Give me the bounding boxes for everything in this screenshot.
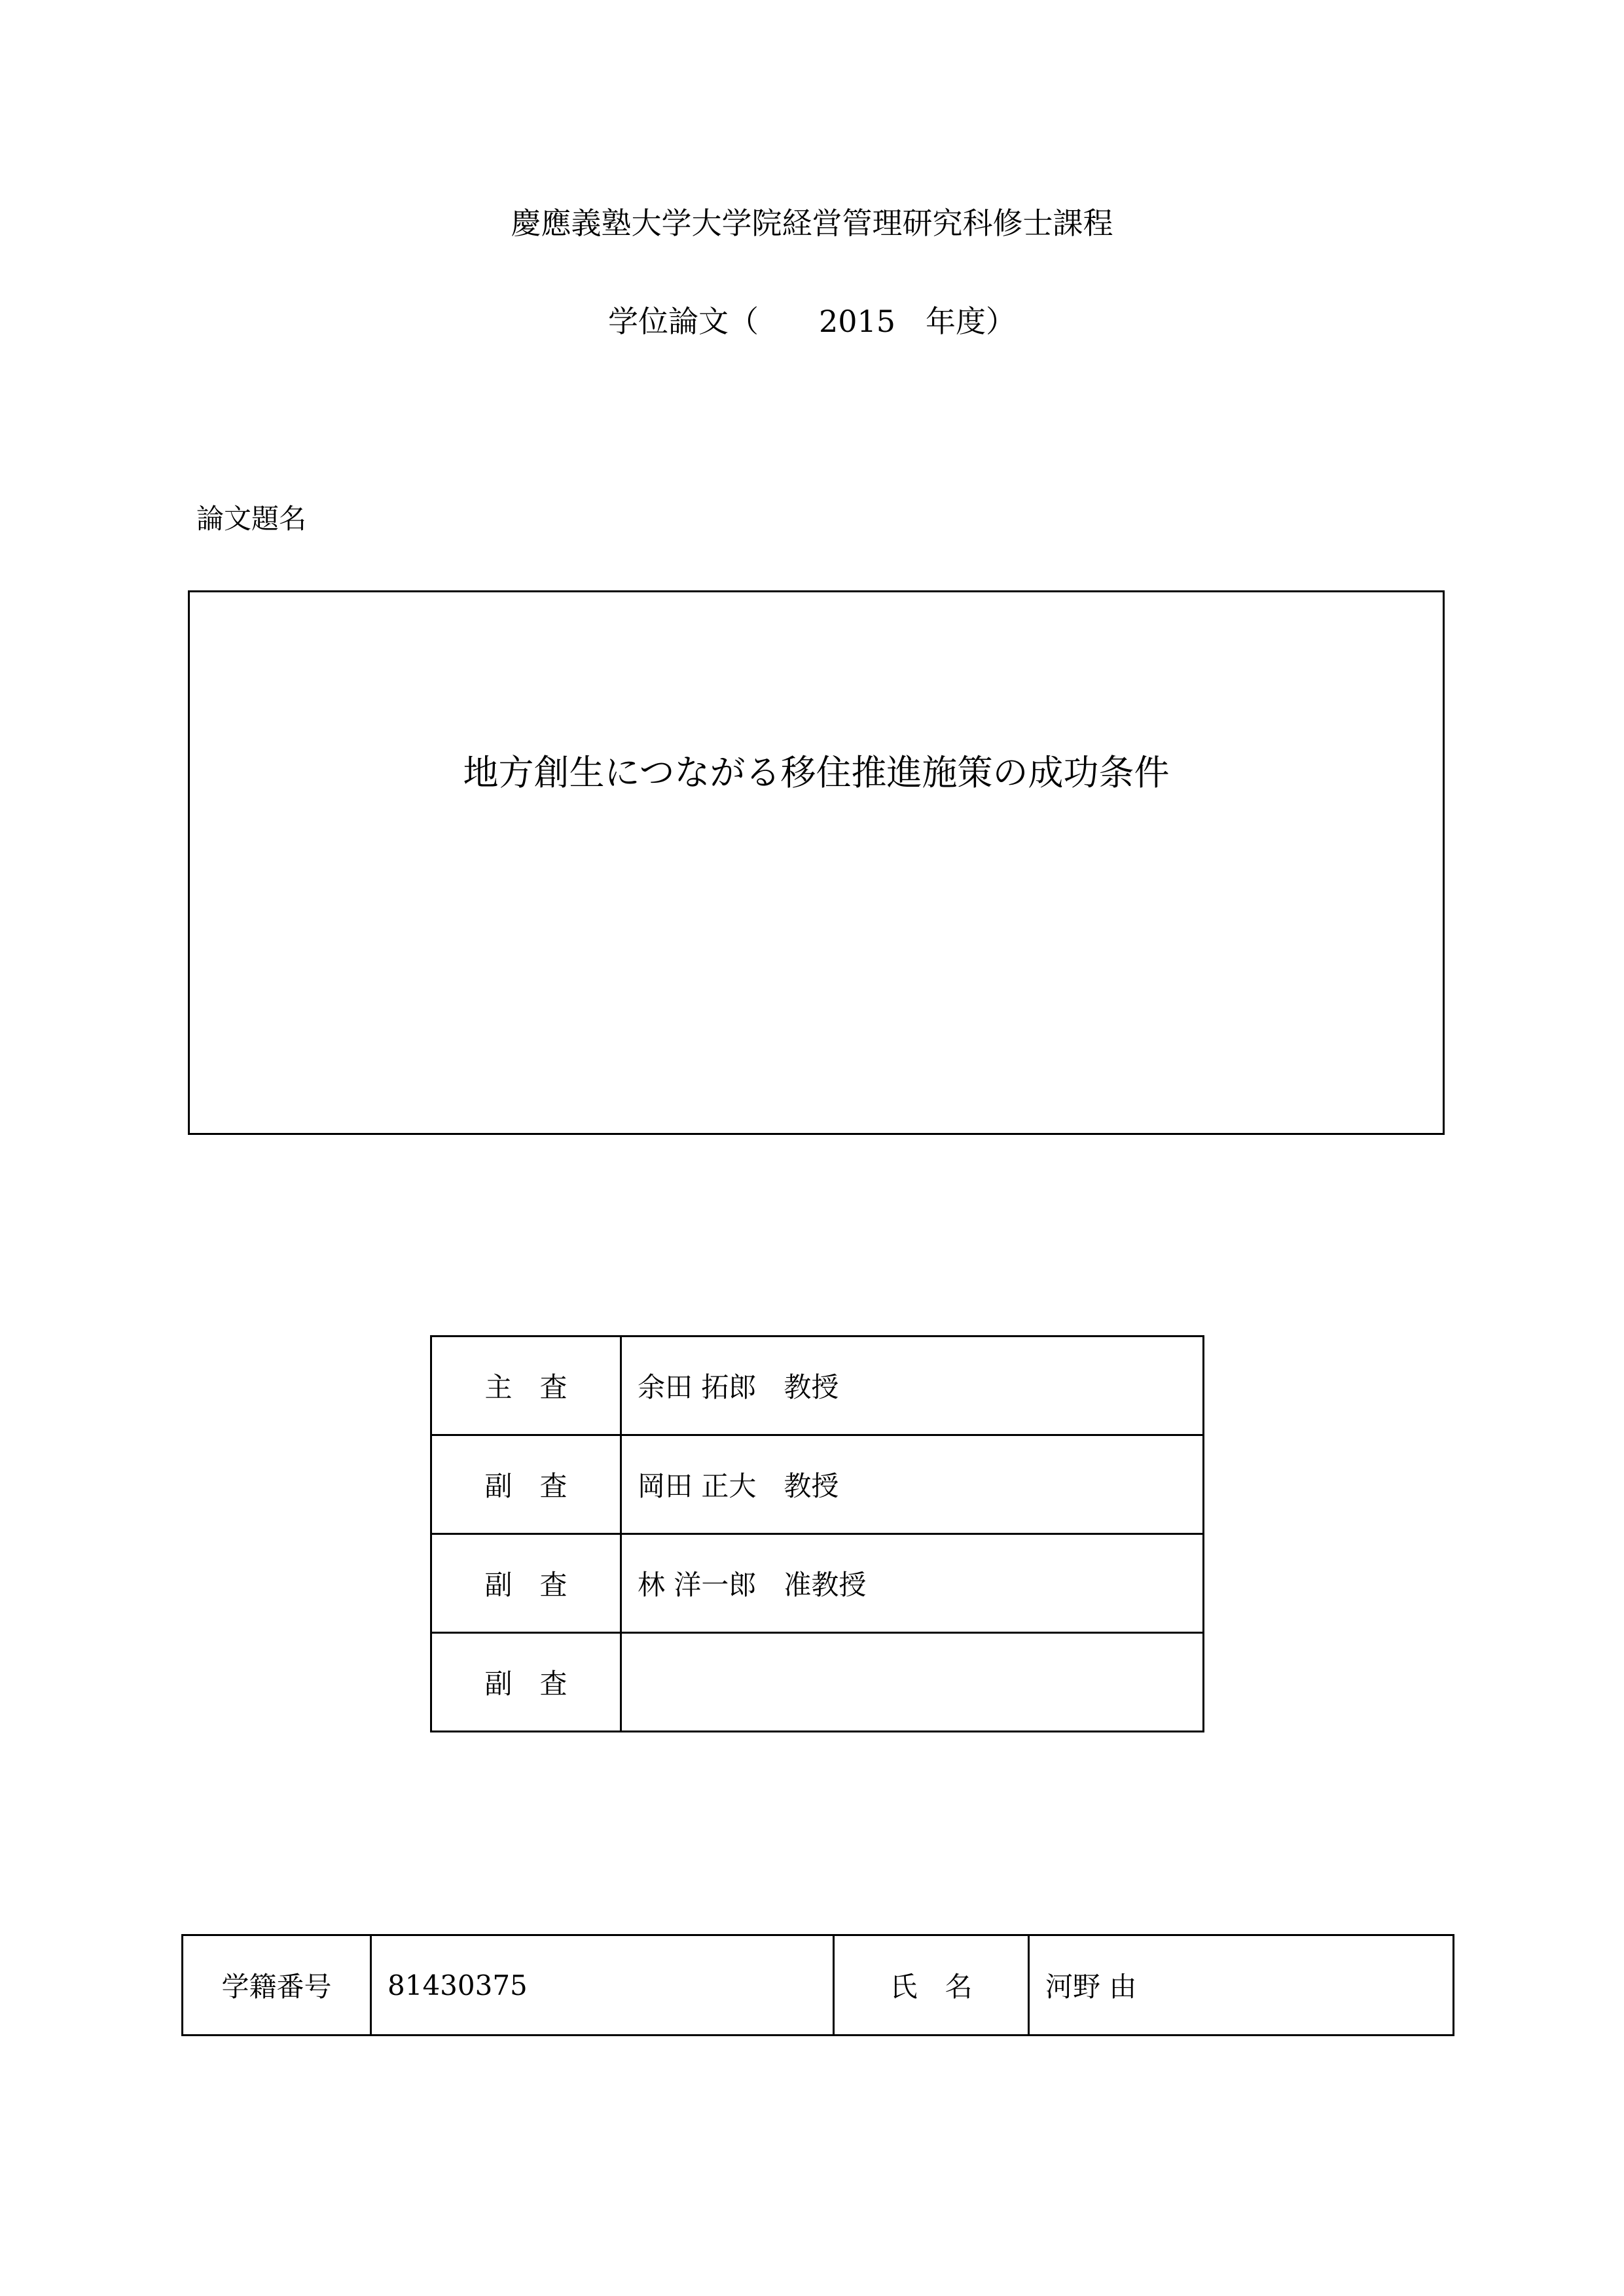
school-name: 慶應義塾大学大学院経営管理研究科修士課程 [511,206,1113,241]
thesis-title-box [188,590,1445,1135]
examiner-role: 副 査 [431,1435,621,1534]
examiners-table [430,1335,1204,1732]
degree-line: 学位論文（ 2015 年度） [607,304,1017,339]
examiner-name: 岡田 正大 教授 [621,1435,1204,1534]
table-row [431,1435,1204,1534]
thesis-title-label: 論文題名 [196,503,307,535]
student-info-table [181,1934,1454,2036]
examiner-role: 主 査 [431,1336,621,1435]
table-row [183,1935,1454,2036]
student-name-label: 氏 名 [834,1935,1029,2036]
student-id-value: 81430375 [371,1935,834,2036]
table-row [431,1633,1204,1732]
thesis-title: 地方創生につながる移住推進施策の成功条件 [463,752,1170,793]
examiner-name [621,1633,1204,1732]
table-row [431,1336,1204,1435]
student-id-label: 学籍番号 [183,1935,371,2036]
examiner-role: 副 査 [431,1633,621,1732]
examiner-role: 副 査 [431,1534,621,1633]
table-row [431,1534,1204,1633]
examiner-name: 林 洋一郎 准教授 [621,1534,1204,1633]
examiner-name: 余田 拓郎 教授 [621,1336,1204,1435]
student-name-value: 河野 由 [1029,1935,1454,2036]
